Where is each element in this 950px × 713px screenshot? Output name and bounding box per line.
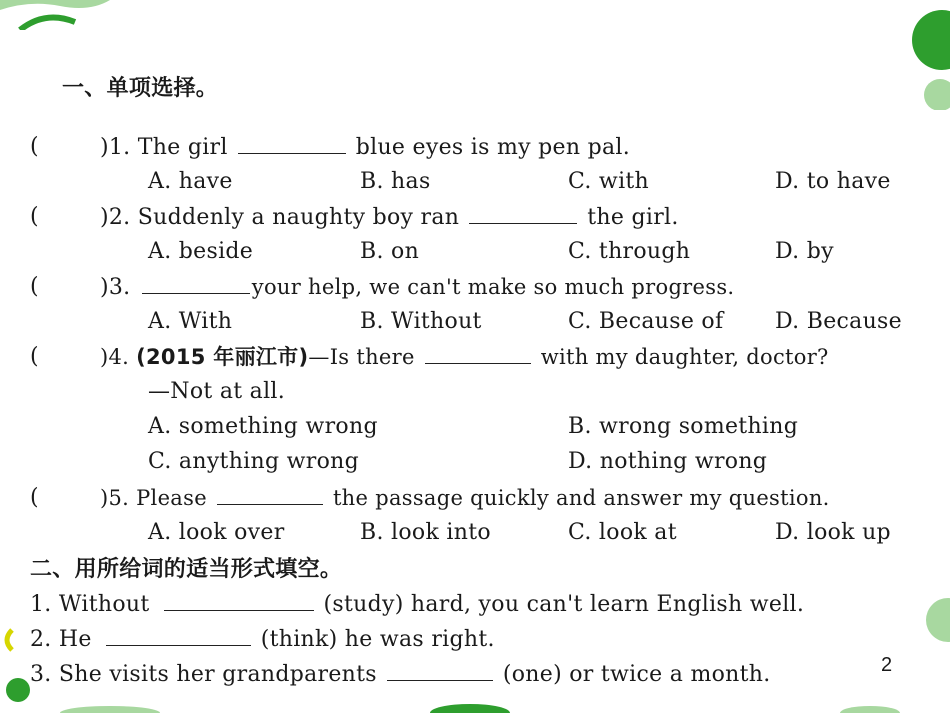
fill-blank-1[interactable] bbox=[164, 590, 314, 611]
q4-option-a[interactable]: A. something wrong bbox=[148, 414, 378, 439]
q3-option-b[interactable]: B. Without bbox=[360, 309, 482, 334]
blank-4[interactable] bbox=[425, 343, 531, 364]
q5-option-d[interactable]: D. look up bbox=[775, 520, 891, 545]
fill-text: (think) he was right. bbox=[260, 627, 495, 652]
page-number: 2 bbox=[881, 654, 893, 676]
question-source: (2015 年丽江市) bbox=[136, 345, 309, 369]
blank-3[interactable] bbox=[142, 273, 250, 294]
fill-blank-2[interactable] bbox=[106, 625, 251, 646]
q4-option-c[interactable]: C. anything wrong bbox=[148, 449, 359, 474]
blank-1[interactable] bbox=[238, 133, 346, 154]
q5-option-b[interactable]: B. look into bbox=[360, 520, 491, 545]
q5-option-a[interactable]: A. look over bbox=[148, 520, 285, 545]
q2-option-b[interactable]: B. on bbox=[360, 239, 420, 264]
fill-item-2 bbox=[30, 625, 495, 654]
answer-paren[interactable]: ( bbox=[30, 204, 39, 229]
section2-heading: 二、用所给词的适当形式填空。 bbox=[30, 557, 343, 582]
fill-text: 1. Without bbox=[30, 592, 150, 617]
question-text: the passage quickly and answer my question. bbox=[332, 486, 830, 510]
question-text: The girl bbox=[137, 135, 228, 160]
decor-top-right bbox=[870, 0, 950, 110]
q3-option-c[interactable]: C. Because of bbox=[568, 309, 724, 334]
q5-option-c[interactable]: C. look at bbox=[568, 520, 677, 545]
decor-top-left bbox=[0, 0, 110, 30]
decor-bottom bbox=[0, 697, 950, 713]
question-1 bbox=[100, 133, 630, 162]
q1-option-d[interactable]: D. to have bbox=[775, 169, 891, 194]
question-text: Please bbox=[136, 486, 207, 510]
fill-text: (study) hard, you can't learn English well. bbox=[323, 592, 805, 617]
q2-option-a[interactable]: A. beside bbox=[148, 239, 254, 264]
blank-5[interactable] bbox=[217, 484, 323, 505]
answer-paren[interactable]: ( bbox=[30, 274, 39, 299]
question-2 bbox=[100, 203, 679, 232]
q4-option-d[interactable]: D. nothing wrong bbox=[568, 449, 768, 474]
q3-option-a[interactable]: A. With bbox=[148, 309, 233, 334]
question-text: blue eyes is my pen pal. bbox=[355, 135, 631, 160]
fill-item-3 bbox=[30, 660, 771, 689]
q2-option-c[interactable]: C. through bbox=[568, 239, 691, 264]
question-text: the girl. bbox=[587, 205, 679, 230]
q1-option-a[interactable]: A. have bbox=[148, 169, 233, 194]
q3-option-d[interactable]: D. Because bbox=[775, 309, 902, 334]
fill-text: 2. He bbox=[30, 627, 92, 652]
fill-text: 3. She visits her grandparents bbox=[30, 662, 377, 687]
question-4 bbox=[100, 343, 829, 371]
question-number: )4. bbox=[100, 345, 130, 369]
q1-option-c[interactable]: C. with bbox=[568, 169, 650, 194]
question-number: )2. bbox=[100, 205, 131, 230]
answer-paren[interactable]: ( bbox=[30, 344, 39, 369]
fill-text: (one) or twice a month. bbox=[502, 662, 771, 687]
question-5 bbox=[100, 484, 830, 512]
q2-option-d[interactable]: D. by bbox=[775, 239, 834, 264]
question-number: )5. bbox=[100, 486, 130, 510]
fill-blank-3[interactable] bbox=[387, 660, 493, 681]
question-text: Suddenly a naughty boy ran bbox=[137, 205, 460, 230]
section1-heading: 一、单项选择。 bbox=[62, 76, 219, 101]
question-text: with my daughter, doctor? bbox=[540, 345, 829, 369]
decor-right-mid bbox=[920, 580, 950, 660]
q1-option-b[interactable]: B. has bbox=[360, 169, 431, 194]
question-number: )1. bbox=[100, 135, 131, 160]
question-number: )3. bbox=[100, 275, 131, 300]
fill-item-1 bbox=[30, 590, 804, 619]
question-3 bbox=[100, 273, 734, 302]
answer-paren[interactable]: ( bbox=[30, 134, 39, 159]
q4-option-b[interactable]: B. wrong something bbox=[568, 414, 799, 439]
answer-paren[interactable]: ( bbox=[30, 485, 39, 510]
question-text: your help, we can't make so much progress. bbox=[251, 275, 735, 299]
blank-2[interactable] bbox=[469, 203, 577, 224]
question-text: —Is there bbox=[308, 345, 415, 369]
q4-response: —Not at all. bbox=[148, 379, 286, 404]
